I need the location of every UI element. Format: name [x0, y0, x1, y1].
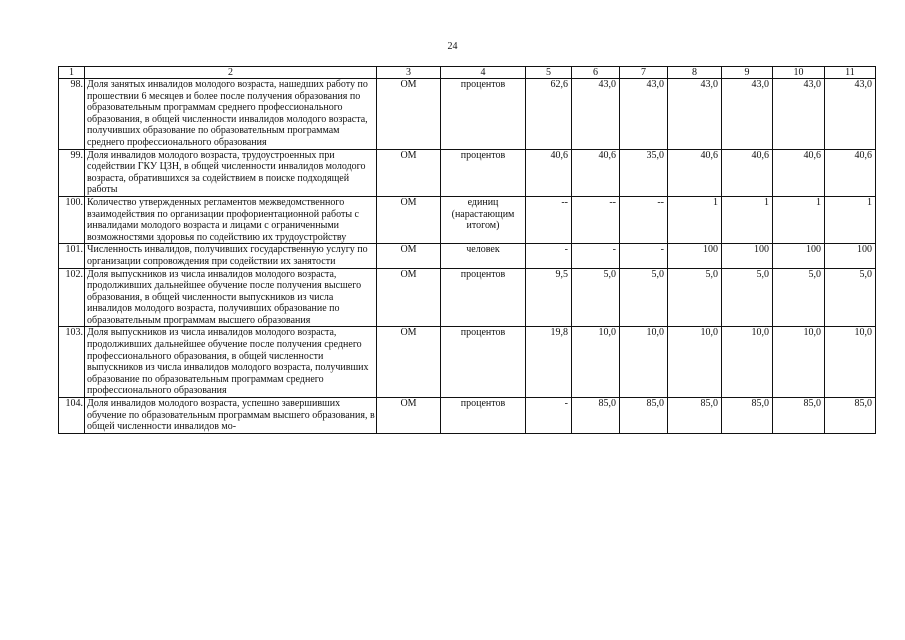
row-number: 103. [59, 327, 85, 398]
table-row [59, 196, 876, 243]
value-cell: 43,0 [620, 79, 668, 150]
column-header: 3 [377, 67, 441, 79]
header-row [59, 67, 876, 79]
page-number: 24 [447, 41, 458, 52]
value-cell: 40,6 [722, 149, 773, 196]
value-cell: 43,0 [773, 79, 825, 150]
indicators-table [58, 66, 876, 434]
column-header: 5 [526, 67, 572, 79]
responsible: ОМ [377, 244, 441, 268]
value-cell: 5,0 [620, 268, 668, 327]
value-cell: 100 [722, 244, 773, 268]
value-cell: 19,8 [526, 327, 572, 398]
value-cell: - [620, 244, 668, 268]
indicator-name: Доля инвалидов молодого возраста, трудоустроенных при содействии ГКУ ЦЗН, в общей численности инвалидов молодого возраста, обратившихся за содействием в поиске подходящей работы [85, 149, 377, 196]
row-number: 98. [59, 79, 85, 150]
value-cell: 5,0 [773, 268, 825, 327]
value-cell: 43,0 [722, 79, 773, 150]
value-cell: - [526, 244, 572, 268]
unit: процентов [441, 268, 526, 327]
value-cell: 40,6 [825, 149, 876, 196]
row-number: 104. [59, 398, 85, 434]
value-cell: 43,0 [572, 79, 620, 150]
table-row [59, 398, 876, 434]
indicator-name: Доля инвалидов молодого возраста, успешно завершивших обучение по образовательным программам высшего образования, в общей численности инвалидов мо- [85, 398, 377, 434]
column-header: 6 [572, 67, 620, 79]
value-cell: 1 [668, 196, 722, 243]
responsible: ОМ [377, 327, 441, 398]
value-cell: 10,0 [668, 327, 722, 398]
value-cell: 43,0 [825, 79, 876, 150]
value-cell: - [526, 398, 572, 434]
responsible: ОМ [377, 196, 441, 243]
value-cell: 10,0 [722, 327, 773, 398]
responsible: ОМ [377, 149, 441, 196]
value-cell: 40,6 [773, 149, 825, 196]
value-cell: 5,0 [668, 268, 722, 327]
value-cell: 5,0 [825, 268, 876, 327]
value-cell: 10,0 [620, 327, 668, 398]
value-cell: 40,6 [572, 149, 620, 196]
value-cell: 1 [825, 196, 876, 243]
column-header: 7 [620, 67, 668, 79]
value-cell: 9,5 [526, 268, 572, 327]
table-row [59, 268, 876, 327]
value-cell: 85,0 [773, 398, 825, 434]
value-cell: 10,0 [825, 327, 876, 398]
column-header: 8 [668, 67, 722, 79]
value-cell: 35,0 [620, 149, 668, 196]
value-cell: 85,0 [572, 398, 620, 434]
column-header: 9 [722, 67, 773, 79]
value-cell: 100 [773, 244, 825, 268]
indicator-name: Доля выпускников из числа инвалидов молодого возраста, продолживших дальнейшее обучение после получения среднего профессионального образования, в общей численности выпускников из числа инвалидов молодого возраста, получивших образование по образовательным программам среднего профессионального образования [85, 327, 377, 398]
table-row [59, 149, 876, 196]
indicator-name: Количество утвержденных регламентов межведомственного взаимодействия по организации профориентационной работы с инвалидами молодого возраста и лицами с ограниченными возможностями здоровья по содействию их трудоустройству [85, 196, 377, 243]
indicator-name: Доля выпускников из числа инвалидов молодого возраста, продолживших дальнейшее обучение после получения высшего образования, в общей численности выпускников из числа инвалидов молодого возраста, получивших образование по образовательным программам высшего образования [85, 268, 377, 327]
value-cell: 100 [825, 244, 876, 268]
table-row [59, 244, 876, 268]
value-cell: 85,0 [722, 398, 773, 434]
responsible: ОМ [377, 79, 441, 150]
column-header: 1 [59, 67, 85, 79]
value-cell: -- [620, 196, 668, 243]
responsible: ОМ [377, 398, 441, 434]
value-cell: 40,6 [668, 149, 722, 196]
value-cell: 10,0 [773, 327, 825, 398]
row-number: 100. [59, 196, 85, 243]
unit: процентов [441, 79, 526, 150]
column-header: 2 [85, 67, 377, 79]
value-cell: 85,0 [668, 398, 722, 434]
value-cell: 5,0 [722, 268, 773, 327]
column-header: 4 [441, 67, 526, 79]
value-cell: 1 [773, 196, 825, 243]
value-cell: 62,6 [526, 79, 572, 150]
value-cell: 5,0 [572, 268, 620, 327]
value-cell: -- [572, 196, 620, 243]
unit: человек [441, 244, 526, 268]
column-header: 10 [773, 67, 825, 79]
value-cell: 1 [722, 196, 773, 243]
value-cell: 43,0 [668, 79, 722, 150]
unit: процентов [441, 149, 526, 196]
row-number: 101. [59, 244, 85, 268]
column-header: 11 [825, 67, 876, 79]
value-cell: 10,0 [572, 327, 620, 398]
unit: процентов [441, 327, 526, 398]
value-cell: -- [526, 196, 572, 243]
unit: процентов [441, 398, 526, 434]
indicator-name: Доля занятых инвалидов молодого возраста, нашедших работу по прошествии 6 месяцев и более после получения образования по образовательным программам среднего профессионального образования, в общей численности инвалидов молодого возраста, получивших образование по образовательным программам среднего профессионального образования [85, 79, 377, 150]
row-number: 102. [59, 268, 85, 327]
value-cell: 40,6 [526, 149, 572, 196]
indicator-name: Численность инвалидов, получивших государственную услугу по организации сопровождения при содействии их занятости [85, 244, 377, 268]
value-cell: 85,0 [620, 398, 668, 434]
value-cell: 100 [668, 244, 722, 268]
responsible: ОМ [377, 268, 441, 327]
unit: единиц (нарастающим итогом) [441, 196, 526, 243]
value-cell: - [572, 244, 620, 268]
value-cell: 85,0 [825, 398, 876, 434]
row-number: 99. [59, 149, 85, 196]
table-row [59, 79, 876, 150]
table-row [59, 327, 876, 398]
